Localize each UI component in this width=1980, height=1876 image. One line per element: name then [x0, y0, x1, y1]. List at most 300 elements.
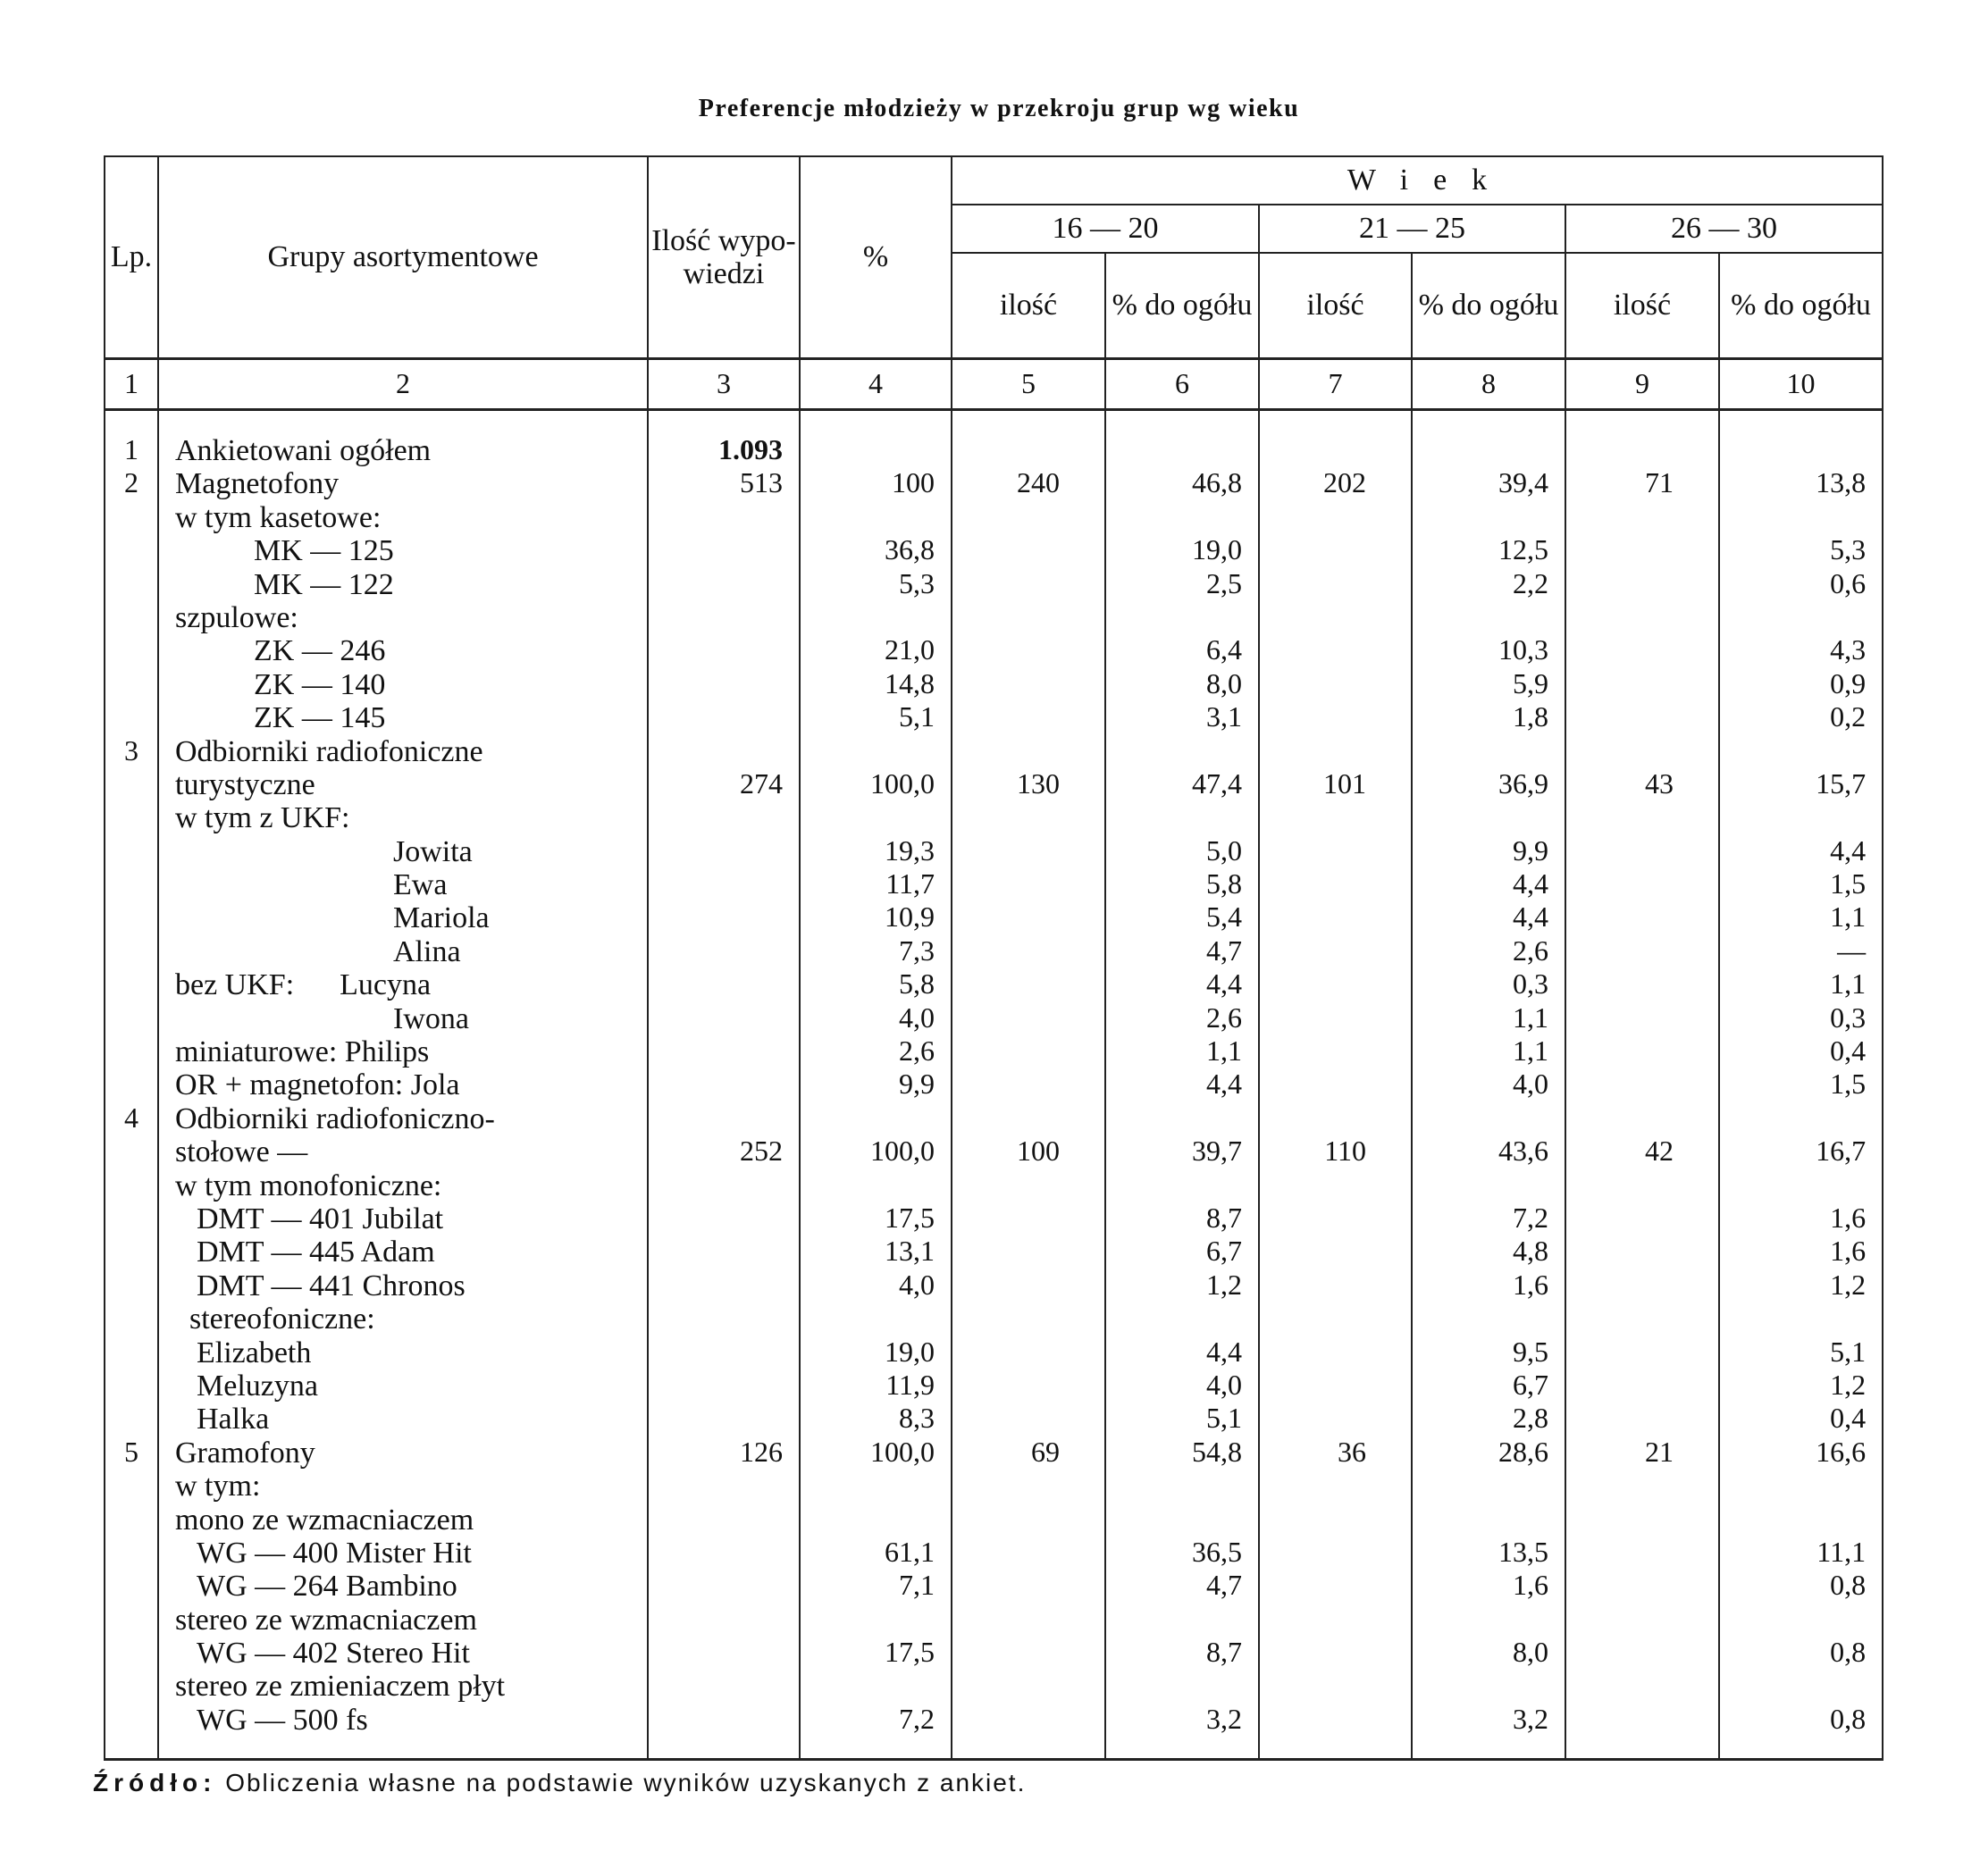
row-lp — [105, 1068, 158, 1101]
row-ilosc-wypowiedzi: 252 — [648, 1135, 800, 1168]
table-row — [105, 1704, 1883, 1760]
row-proc-16-20 — [1105, 501, 1259, 534]
row-ilosc-16-20 — [952, 1604, 1105, 1637]
table-row — [105, 534, 1883, 567]
row-ilosc-wypowiedzi: 274 — [648, 768, 800, 801]
row-lp — [105, 1503, 158, 1537]
row-ilosc-26-30 — [1565, 701, 1719, 734]
row-proc-21-25 — [1412, 1503, 1565, 1537]
row-procent: 61,1 — [800, 1537, 952, 1570]
row-name — [158, 1169, 648, 1202]
table-title: Preferencje młodzieży w przekroju grup wg wieku — [698, 95, 1300, 122]
row-label: Gramofony — [175, 1436, 315, 1470]
row-procent: 4,0 — [800, 1269, 952, 1302]
row-ilosc-16-20 — [952, 1570, 1105, 1603]
row-name — [158, 601, 648, 634]
row-proc-16-20 — [1105, 1470, 1259, 1503]
row-ilosc-16-20 — [952, 935, 1105, 968]
row-label: OR + magnetofon: Jola — [175, 1068, 460, 1102]
row-proc-16-20: 46,8 — [1105, 467, 1259, 500]
row-ilosc-26-30 — [1565, 901, 1719, 934]
row-proc-21-25: 5,9 — [1412, 668, 1565, 701]
row-name — [158, 901, 648, 934]
row-ilosc-21-25 — [1259, 1336, 1412, 1369]
row-ilosc-26-30 — [1565, 1704, 1719, 1760]
row-procent: 21,0 — [800, 634, 952, 667]
row-label: ZK — 246 — [254, 634, 386, 668]
header-wiek: Wiek — [952, 156, 1883, 205]
row-proc-16-20: 4,4 — [1105, 968, 1259, 1001]
row-ilosc-26-30 — [1565, 1670, 1719, 1703]
row-proc-21-25 — [1412, 601, 1565, 634]
row-procent — [800, 1470, 952, 1503]
row-proc-26-30: 1,1 — [1719, 901, 1883, 934]
row-ilosc-wypowiedzi — [648, 668, 800, 701]
row-name — [158, 868, 648, 901]
row-ilosc-26-30 — [1565, 634, 1719, 667]
table-row — [105, 1169, 1883, 1202]
table-row — [105, 1503, 1883, 1537]
row-proc-21-25: 28,6 — [1412, 1436, 1565, 1470]
row-ilosc-wypowiedzi — [648, 1035, 800, 1068]
row-ilosc-21-25 — [1259, 1269, 1412, 1302]
row-ilosc-21-25 — [1259, 1503, 1412, 1537]
row-procent: 10,9 — [800, 901, 952, 934]
row-ilosc-26-30 — [1565, 968, 1719, 1001]
row-proc-26-30: 0,8 — [1719, 1570, 1883, 1603]
source-note — [93, 1769, 1026, 1797]
header-proc-do-ogolu: % do ogółu — [1719, 253, 1883, 359]
row-lp — [105, 1002, 158, 1035]
row-name — [158, 1369, 648, 1403]
row-procent — [800, 1503, 952, 1537]
header-grupy: Grupy asortymentowe — [158, 156, 648, 359]
row-lp — [105, 768, 158, 801]
row-ilosc-21-25 — [1259, 835, 1412, 868]
row-ilosc-16-20 — [952, 901, 1105, 934]
row-name — [158, 701, 648, 734]
row-ilosc-26-30: 43 — [1565, 768, 1719, 801]
row-ilosc-21-25 — [1259, 1604, 1412, 1637]
table-row — [105, 1302, 1883, 1336]
row-ilosc-wypowiedzi — [648, 568, 800, 601]
row-ilosc-21-25 — [1259, 1670, 1412, 1703]
row-ilosc-wypowiedzi — [648, 1403, 800, 1436]
row-ilosc-26-30 — [1565, 868, 1719, 901]
row-name — [158, 1302, 648, 1336]
row-procent: 7,3 — [800, 935, 952, 968]
row-proc-16-20: 1,2 — [1105, 1269, 1259, 1302]
row-ilosc-wypowiedzi: 126 — [648, 1436, 800, 1470]
row-ilosc-21-25 — [1259, 1302, 1412, 1336]
row-label: stereo ze zmieniaczem płyt — [175, 1670, 506, 1704]
table-row — [105, 501, 1883, 534]
row-proc-26-30 — [1719, 801, 1883, 834]
row-ilosc-wypowiedzi — [648, 1269, 800, 1302]
row-proc-16-20: 19,0 — [1105, 534, 1259, 567]
row-ilosc-wypowiedzi — [648, 601, 800, 634]
row-ilosc-26-30 — [1565, 1235, 1719, 1269]
row-ilosc-16-20 — [952, 835, 1105, 868]
row-procent: 36,8 — [800, 534, 952, 567]
row-proc-26-30 — [1719, 501, 1883, 534]
row-proc-21-25: 9,9 — [1412, 835, 1565, 868]
column-number-row — [105, 359, 1883, 410]
row-ilosc-21-25 — [1259, 1202, 1412, 1235]
row-proc-16-20 — [1105, 735, 1259, 768]
row-proc-26-30: 0,8 — [1719, 1637, 1883, 1670]
row-name — [158, 1202, 648, 1235]
table-row — [105, 1403, 1883, 1436]
table-row — [105, 1269, 1883, 1302]
row-label: Elizabeth — [197, 1336, 312, 1369]
row-name — [158, 1035, 648, 1068]
row-ilosc-wypowiedzi — [648, 1002, 800, 1035]
row-ilosc-26-30 — [1565, 1503, 1719, 1537]
row-ilosc-16-20 — [952, 1503, 1105, 1537]
row-name — [158, 1002, 648, 1035]
row-ilosc-26-30 — [1565, 501, 1719, 534]
row-ilosc-21-25: 202 — [1259, 467, 1412, 500]
row-proc-21-25: 2,2 — [1412, 568, 1565, 601]
row-ilosc-21-25 — [1259, 935, 1412, 968]
row-procent: 13,1 — [800, 1235, 952, 1269]
row-label: Jowita — [393, 834, 473, 868]
row-ilosc-wypowiedzi — [648, 534, 800, 567]
row-ilosc-16-20 — [952, 1102, 1105, 1135]
row-name — [158, 1537, 648, 1570]
row-ilosc-wypowiedzi — [648, 901, 800, 934]
row-label: w tym: — [175, 1470, 261, 1503]
row-ilosc-26-30 — [1565, 1169, 1719, 1202]
row-ilosc-26-30 — [1565, 410, 1719, 468]
row-proc-21-25 — [1412, 501, 1565, 534]
row-ilosc-wypowiedzi — [648, 1704, 800, 1760]
row-proc-21-25 — [1412, 1604, 1565, 1637]
row-ilosc-21-25 — [1259, 1235, 1412, 1269]
row-ilosc-21-25 — [1259, 534, 1412, 567]
row-ilosc-26-30 — [1565, 835, 1719, 868]
row-ilosc-26-30 — [1565, 668, 1719, 701]
row-label: DMT — 401 Jubilat — [197, 1202, 444, 1235]
row-proc-16-20: 6,7 — [1105, 1235, 1259, 1269]
row-ilosc-26-30 — [1565, 1604, 1719, 1637]
row-ilosc-21-25 — [1259, 1537, 1412, 1570]
row-proc-21-25: 0,3 — [1412, 968, 1565, 1001]
row-ilosc-16-20 — [952, 1336, 1105, 1369]
table-row — [105, 1102, 1883, 1135]
row-proc-21-25 — [1412, 1670, 1565, 1703]
row-ilosc-16-20 — [952, 968, 1105, 1001]
row-proc-16-20: 4,7 — [1105, 935, 1259, 968]
row-procent — [800, 601, 952, 634]
row-ilosc-21-25 — [1259, 868, 1412, 901]
table-row — [105, 935, 1883, 968]
column-number: 8 — [1412, 359, 1565, 410]
row-ilosc-21-25 — [1259, 501, 1412, 534]
row-ilosc-16-20 — [952, 568, 1105, 601]
table-row — [105, 467, 1883, 500]
row-label: MK — 125 — [254, 534, 394, 568]
row-proc-26-30: 0,9 — [1719, 668, 1883, 701]
row-ilosc-26-30 — [1565, 801, 1719, 834]
row-label: Alina — [393, 934, 461, 968]
row-ilosc-26-30 — [1565, 1470, 1719, 1503]
header-proc-do-ogolu: % do ogółu — [1412, 253, 1565, 359]
row-ilosc-26-30 — [1565, 601, 1719, 634]
row-ilosc-21-25 — [1259, 735, 1412, 768]
row-proc-16-20: 1,1 — [1105, 1035, 1259, 1068]
row-procent: 5,1 — [800, 701, 952, 734]
row-procent: 5,3 — [800, 568, 952, 601]
row-lp — [105, 1570, 158, 1603]
row-name — [158, 1604, 648, 1637]
row-procent: 11,9 — [800, 1369, 952, 1403]
column-number: 10 — [1719, 359, 1883, 410]
row-ilosc-16-20 — [952, 1637, 1105, 1670]
row-ilosc-wypowiedzi — [648, 1570, 800, 1603]
row-proc-16-20: 4,7 — [1105, 1570, 1259, 1603]
table-body — [105, 410, 1883, 1760]
row-label: w tym kasetowe: — [175, 500, 382, 534]
row-proc-26-30: 1,1 — [1719, 968, 1883, 1001]
table-row — [105, 1068, 1883, 1101]
row-proc-21-25 — [1412, 410, 1565, 468]
table-row — [105, 735, 1883, 768]
row-lp — [105, 534, 158, 567]
row-procent: 14,8 — [800, 668, 952, 701]
row-proc-16-20: 8,7 — [1105, 1637, 1259, 1670]
row-name — [158, 835, 648, 868]
column-number: 1 — [105, 359, 158, 410]
row-ilosc-21-25 — [1259, 1570, 1412, 1603]
row-proc-16-20 — [1105, 410, 1259, 468]
row-ilosc-16-20: 240 — [952, 467, 1105, 500]
row-proc-26-30: 0,6 — [1719, 568, 1883, 601]
row-ilosc-21-25 — [1259, 1068, 1412, 1101]
column-number: 6 — [1105, 359, 1259, 410]
header-age-group: 21 — 25 — [1259, 205, 1565, 253]
row-proc-21-25: 4,4 — [1412, 901, 1565, 934]
row-procent: 17,5 — [800, 1637, 952, 1670]
row-lp: 5 — [105, 1436, 158, 1470]
row-proc-16-20 — [1105, 801, 1259, 834]
row-proc-26-30: 0,4 — [1719, 1035, 1883, 1068]
row-ilosc-26-30 — [1565, 735, 1719, 768]
row-ilosc-wypowiedzi — [648, 1302, 800, 1336]
row-ilosc-wypowiedzi — [648, 801, 800, 834]
table-row — [105, 1436, 1883, 1470]
row-proc-16-20: 2,6 — [1105, 1002, 1259, 1035]
row-lp — [105, 1670, 158, 1703]
row-ilosc-21-25: 36 — [1259, 1436, 1412, 1470]
row-label: bez UKF: Lucyna — [175, 968, 432, 1002]
row-ilosc-16-20 — [952, 1269, 1105, 1302]
row-procent — [800, 1604, 952, 1637]
row-proc-16-20 — [1105, 1604, 1259, 1637]
row-proc-16-20 — [1105, 1670, 1259, 1703]
row-procent: 100,0 — [800, 1135, 952, 1168]
row-ilosc-16-20 — [952, 634, 1105, 667]
row-proc-21-25: 4,0 — [1412, 1068, 1565, 1101]
table-row — [105, 1035, 1883, 1068]
row-lp — [105, 1537, 158, 1570]
row-ilosc-16-20 — [952, 410, 1105, 468]
row-ilosc-21-25 — [1259, 801, 1412, 834]
row-proc-26-30: 4,3 — [1719, 634, 1883, 667]
row-ilosc-26-30: 42 — [1565, 1135, 1719, 1168]
table-row — [105, 1135, 1883, 1168]
table-row — [105, 968, 1883, 1001]
row-ilosc-wypowiedzi — [648, 1470, 800, 1503]
row-ilosc-wypowiedzi — [648, 935, 800, 968]
row-ilosc-wypowiedzi — [648, 1369, 800, 1403]
row-lp — [105, 1369, 158, 1403]
row-lp — [105, 1704, 158, 1760]
row-ilosc-16-20 — [952, 501, 1105, 534]
row-name — [158, 634, 648, 667]
row-proc-16-20 — [1105, 1503, 1259, 1537]
row-proc-21-25 — [1412, 1169, 1565, 1202]
row-lp — [105, 868, 158, 901]
row-ilosc-wypowiedzi — [648, 835, 800, 868]
row-ilosc-26-30 — [1565, 1202, 1719, 1235]
row-proc-21-25: 2,8 — [1412, 1403, 1565, 1436]
row-procent: 19,0 — [800, 1336, 952, 1369]
row-proc-16-20: 5,0 — [1105, 835, 1259, 868]
row-lp — [105, 801, 158, 834]
table-row — [105, 1604, 1883, 1637]
row-proc-21-25: 1,6 — [1412, 1570, 1565, 1603]
table-row — [105, 835, 1883, 868]
row-proc-21-25 — [1412, 735, 1565, 768]
row-proc-21-25: 1,8 — [1412, 701, 1565, 734]
row-procent: 17,5 — [800, 1202, 952, 1235]
row-ilosc-26-30 — [1565, 1002, 1719, 1035]
row-proc-16-20 — [1105, 1302, 1259, 1336]
row-procent — [800, 410, 952, 468]
row-ilosc-21-25 — [1259, 1369, 1412, 1403]
row-ilosc-16-20 — [952, 1369, 1105, 1403]
row-label: mono ze wzmacniaczem — [175, 1503, 474, 1537]
row-procent — [800, 1670, 952, 1703]
row-lp — [105, 1235, 158, 1269]
header-ilosc-wypowiedzi: Ilość wypo- wiedzi — [648, 156, 800, 359]
row-proc-26-30 — [1719, 1470, 1883, 1503]
row-name — [158, 1670, 648, 1703]
row-ilosc-16-20 — [952, 1670, 1105, 1703]
row-procent — [800, 1302, 952, 1336]
row-ilosc-26-30: 71 — [1565, 467, 1719, 500]
row-ilosc-wypowiedzi — [648, 1102, 800, 1135]
table-row — [105, 901, 1883, 934]
row-proc-26-30: 0,4 — [1719, 1403, 1883, 1436]
table-row — [105, 1570, 1883, 1603]
row-ilosc-21-25 — [1259, 1102, 1412, 1135]
row-ilosc-wypowiedzi: 513 — [648, 467, 800, 500]
row-ilosc-26-30: 21 — [1565, 1436, 1719, 1470]
row-ilosc-26-30 — [1565, 1403, 1719, 1436]
row-procent — [800, 1102, 952, 1135]
row-ilosc-16-20 — [952, 701, 1105, 734]
header-procent: % — [800, 156, 952, 359]
row-proc-21-25: 43,6 — [1412, 1135, 1565, 1168]
row-ilosc-21-25 — [1259, 1035, 1412, 1068]
row-procent: 5,8 — [800, 968, 952, 1001]
row-ilosc-16-20 — [952, 1403, 1105, 1436]
row-label: stołowe — — [175, 1135, 308, 1169]
row-proc-26-30: 1,6 — [1719, 1202, 1883, 1235]
row-lp — [105, 601, 158, 634]
row-proc-21-25: 8,0 — [1412, 1637, 1565, 1670]
row-proc-26-30 — [1719, 735, 1883, 768]
table-row — [105, 768, 1883, 801]
row-proc-21-25: 4,8 — [1412, 1235, 1565, 1269]
row-ilosc-26-30 — [1565, 1035, 1719, 1068]
table-row — [105, 1470, 1883, 1503]
row-proc-16-20: 2,5 — [1105, 568, 1259, 601]
row-lp — [105, 1637, 158, 1670]
row-procent — [800, 501, 952, 534]
row-proc-26-30 — [1719, 601, 1883, 634]
row-proc-26-30 — [1719, 1102, 1883, 1135]
row-name — [158, 801, 648, 834]
row-ilosc-21-25 — [1259, 634, 1412, 667]
source-label: Źródło: — [93, 1769, 217, 1796]
table-row — [105, 1369, 1883, 1403]
row-procent — [800, 735, 952, 768]
row-ilosc-21-25 — [1259, 410, 1412, 468]
row-lp — [105, 1604, 158, 1637]
column-number: 3 — [648, 359, 800, 410]
table-row — [105, 1637, 1883, 1670]
row-proc-16-20 — [1105, 1102, 1259, 1135]
row-label: w tym z UKF: — [175, 801, 350, 835]
header-lp: Lp. — [105, 156, 158, 359]
row-proc-21-25: 39,4 — [1412, 467, 1565, 500]
row-proc-16-20: 6,4 — [1105, 634, 1259, 667]
row-ilosc-21-25 — [1259, 601, 1412, 634]
row-ilosc-21-25 — [1259, 1704, 1412, 1760]
row-proc-26-30: 0,2 — [1719, 701, 1883, 734]
row-procent: 4,0 — [800, 1002, 952, 1035]
row-name — [158, 735, 648, 768]
row-ilosc-21-25 — [1259, 901, 1412, 934]
row-label: stereo ze wzmacniaczem — [175, 1603, 477, 1637]
row-proc-16-20: 54,8 — [1105, 1436, 1259, 1470]
row-proc-26-30 — [1719, 1169, 1883, 1202]
row-proc-26-30: 1,2 — [1719, 1269, 1883, 1302]
row-ilosc-21-25 — [1259, 568, 1412, 601]
row-ilosc-wypowiedzi — [648, 1537, 800, 1570]
row-proc-21-25: 1,1 — [1412, 1035, 1565, 1068]
row-lp — [105, 968, 158, 1001]
table-row — [105, 1537, 1883, 1570]
row-ilosc-wypowiedzi — [648, 1235, 800, 1269]
row-proc-21-25: 36,9 — [1412, 768, 1565, 801]
row-ilosc-21-25: 101 — [1259, 768, 1412, 801]
row-label: Mariola — [393, 901, 490, 935]
row-procent: 9,9 — [800, 1068, 952, 1101]
row-label: miniaturowe: Philips — [175, 1035, 430, 1069]
row-label: ZK — 140 — [254, 667, 386, 701]
row-name — [158, 1068, 648, 1101]
table-row — [105, 868, 1883, 901]
row-proc-26-30: 5,3 — [1719, 534, 1883, 567]
header-ilosc: ilość — [1259, 253, 1412, 359]
row-lp: 2 — [105, 467, 158, 500]
row-proc-21-25: 3,2 — [1412, 1704, 1565, 1760]
